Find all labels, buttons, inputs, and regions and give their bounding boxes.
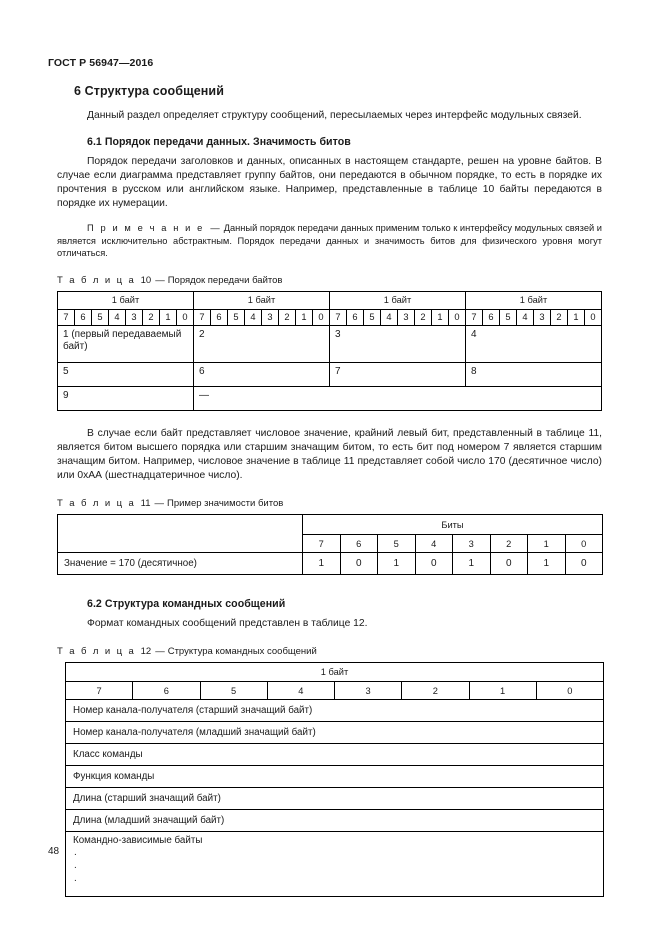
bit-number-cell: 6 xyxy=(483,309,500,325)
table-row-last xyxy=(66,832,604,897)
bit-number-cell: 5 xyxy=(92,309,109,325)
byte-cell: 6 xyxy=(194,362,330,386)
table-row xyxy=(66,700,604,722)
table-row xyxy=(58,386,602,410)
table-10-caption-number: 10 xyxy=(140,274,152,286)
bit-number-cell: 2 xyxy=(490,535,528,553)
table-10-caption-dash: — xyxy=(155,274,165,286)
bit-value-cell: 0 xyxy=(340,553,378,575)
table-row xyxy=(66,722,604,744)
byte-cell-empty: — xyxy=(194,386,602,410)
subsection-6-2-title: 6.2 Структура командных сообщений xyxy=(87,598,286,611)
byte-header-cell: 1 байт xyxy=(66,663,604,682)
byte-cell: 5 xyxy=(58,362,194,386)
table-row-bit-numbers xyxy=(58,309,602,325)
value-label-cell: Значение = 170 (десятичное) xyxy=(58,553,303,575)
subsection-6-2-paragraph: Формат командных сообщений представлен в таблице 12. xyxy=(87,618,368,630)
command-dependent-bytes-label: Командно-зависимые байты xyxy=(73,835,203,847)
bit-number-cell: 7 xyxy=(194,309,211,325)
bit-number-cell: 4 xyxy=(381,309,398,325)
table-row xyxy=(66,788,604,810)
bit-value-cell: 0 xyxy=(565,553,603,575)
bit-number-cell: 6 xyxy=(133,682,200,700)
bit-number-cell: 0 xyxy=(565,535,603,553)
table-12-caption-number: 12 xyxy=(140,646,152,658)
table-11-caption-text: Пример значимости битов xyxy=(167,498,284,510)
table-row xyxy=(66,744,604,766)
field-row-cell: Длина (старший значащий байт) xyxy=(66,788,604,810)
bit-value-cell: 1 xyxy=(453,553,491,575)
bit-number-cell: 2 xyxy=(279,309,296,325)
bit-number-cell: 4 xyxy=(109,309,126,325)
bit-number-cell: 4 xyxy=(245,309,262,325)
table-row xyxy=(66,766,604,788)
bit-value-cell: 0 xyxy=(415,553,453,575)
table-row-byte-headers xyxy=(58,291,602,309)
bit-number-cell: 1 xyxy=(160,309,177,325)
table-10-caption xyxy=(57,275,602,286)
table-command-message-structure xyxy=(65,662,604,897)
bits-header-cell: Биты xyxy=(303,515,603,535)
field-row-cell: Класс команды xyxy=(66,744,604,766)
bit-number-cell: 3 xyxy=(262,309,279,325)
byte-cell: 8 xyxy=(466,362,602,386)
bit-number-cell: 6 xyxy=(340,535,378,553)
bit-number-cell: 2 xyxy=(551,309,568,325)
running-header-standard-id: ГОСТ Р 56947—2016 xyxy=(48,57,154,69)
bit-number-cell: 2 xyxy=(415,309,432,325)
bit-value-cell: 1 xyxy=(378,553,416,575)
bit-number-cell: 6 xyxy=(347,309,364,325)
note-block xyxy=(57,222,602,259)
command-dependent-bytes-cell xyxy=(66,832,604,897)
bit-number-cell: 3 xyxy=(126,309,143,325)
table-row-bits-header xyxy=(58,515,603,535)
byte-cell: 4 xyxy=(466,325,602,362)
bit-number-cell: 1 xyxy=(296,309,313,325)
empty-corner-cell xyxy=(58,515,303,553)
field-row-cell: Функция команды xyxy=(66,766,604,788)
continuation-dot: . xyxy=(74,873,77,885)
bit-number-cell: 0 xyxy=(585,309,602,325)
bit-number-cell: 7 xyxy=(66,682,133,700)
bit-number-cell: 5 xyxy=(200,682,267,700)
table-11-caption-number: 11 xyxy=(140,498,151,510)
table-12-caption-label: Т а б л и ц а xyxy=(57,646,136,658)
bit-number-cell: 7 xyxy=(303,535,341,553)
paragraph-bit-significance: В случае если байт представляет числовое значение, крайний левый бит, представленный в таблице 11, является битом высшего порядка или старшим значащим битом, то есть бит под номером 7 является старшим значащим битом. Например, числовое значение в таблице 11 представляет собой число 170 (десятичное число) или 0хАА (шестнадцатеричное число). xyxy=(57,427,602,481)
table-10-caption-label: Т а б л и ц а xyxy=(57,274,136,286)
table-row-byte-header xyxy=(66,663,604,682)
subsection-6-1-paragraph: Порядок передачи заголовков и данных, описанных в настоящем стандарте, решен на уровне байтов. В случае если диаграмма представляет группу байтов, они передаются в обычном порядке, то есть в порядке их прочтения в русском или английском языке. Например, представленные в таблице 10 байты передаются в порядке их нумерации. xyxy=(57,156,602,210)
bit-value-cell: 1 xyxy=(528,553,566,575)
byte-cell: 2 xyxy=(194,325,330,362)
table-11-caption xyxy=(57,498,602,509)
bit-number-cell: 3 xyxy=(335,682,402,700)
table-row xyxy=(58,553,603,575)
bit-number-cell: 5 xyxy=(500,309,517,325)
bit-number-cell: 7 xyxy=(330,309,347,325)
table-11-caption-label: Т а б л и ц а xyxy=(57,498,136,510)
bit-number-cell: 1 xyxy=(568,309,585,325)
byte-cell: 3 xyxy=(330,325,466,362)
bit-number-cell: 0 xyxy=(449,309,466,325)
bit-number-cell: 3 xyxy=(453,535,491,553)
bit-number-cell: 2 xyxy=(143,309,160,325)
bit-number-cell: 3 xyxy=(534,309,551,325)
table-12-caption-dash: — xyxy=(155,646,165,658)
note-text: Данный порядок передачи данных применим только к интерфейсу модульных связей и является исключительно абстрактным. Порядок передачи данных и значимость битов для физического уровня могут отличаться. xyxy=(57,223,602,259)
bit-number-cell: 5 xyxy=(364,309,381,325)
bit-number-cell: 4 xyxy=(415,535,453,553)
table-row xyxy=(66,810,604,832)
byte-cell: 7 xyxy=(330,362,466,386)
table-12-caption xyxy=(57,646,602,657)
byte-cell: 1 (первый передаваемый байт) xyxy=(58,325,194,362)
bit-number-cell: 0 xyxy=(313,309,330,325)
note-dash: — xyxy=(210,223,220,234)
bit-number-cell: 1 xyxy=(432,309,449,325)
note-label: П р и м е ч а н и е xyxy=(87,223,205,234)
bit-number-cell: 2 xyxy=(402,682,469,700)
bit-number-cell: 4 xyxy=(517,309,534,325)
bit-number-cell: 7 xyxy=(58,309,75,325)
page-content xyxy=(57,84,602,897)
section-title: 6 Структура сообщений xyxy=(74,84,224,98)
table-bit-significance-example xyxy=(57,514,603,575)
table-byte-transmission-order xyxy=(57,291,602,411)
field-row-cell: Номер канала-получателя (младший значащий байт) xyxy=(66,722,604,744)
table-row-bit-numbers xyxy=(66,682,604,700)
page-number: 48 xyxy=(48,846,60,857)
table-12-caption-text: Структура командных сообщений xyxy=(167,646,317,658)
byte-header-cell: 1 байт xyxy=(58,291,194,309)
bit-number-cell: 4 xyxy=(267,682,334,700)
continuation-dot: . xyxy=(74,847,77,859)
bit-number-cell: 0 xyxy=(536,682,603,700)
bit-number-cell: 5 xyxy=(378,535,416,553)
bit-number-cell: 1 xyxy=(469,682,536,700)
byte-cell: 9 xyxy=(58,386,194,410)
table-row xyxy=(58,325,602,362)
byte-header-cell: 1 байт xyxy=(330,291,466,309)
continuation-dot: . xyxy=(74,860,77,872)
bit-value-cell: 1 xyxy=(303,553,341,575)
field-row-cell: Номер канала-получателя (старший значащий байт) xyxy=(66,700,604,722)
bit-number-cell: 0 xyxy=(177,309,194,325)
bit-number-cell: 6 xyxy=(75,309,92,325)
bit-number-cell: 3 xyxy=(398,309,415,325)
subsection-6-1-title: 6.1 Порядок передачи данных. Значимость битов xyxy=(87,136,351,149)
table-10-caption-text: Порядок передачи байтов xyxy=(167,274,283,286)
section-intro-paragraph: Данный раздел определяет структуру сообщений, пересылаемых через интерфейс модульных связей. xyxy=(87,110,582,121)
table-11-caption-dash: — xyxy=(154,498,165,510)
bit-number-cell: 5 xyxy=(228,309,245,325)
bit-number-cell: 7 xyxy=(466,309,483,325)
bit-number-cell: 1 xyxy=(528,535,566,553)
byte-header-cell: 1 байт xyxy=(466,291,602,309)
field-row-cell: Длина (младший значащий байт) xyxy=(66,810,604,832)
bit-number-cell: 6 xyxy=(211,309,228,325)
table-row xyxy=(58,362,602,386)
byte-header-cell: 1 байт xyxy=(194,291,330,309)
bit-value-cell: 0 xyxy=(490,553,528,575)
